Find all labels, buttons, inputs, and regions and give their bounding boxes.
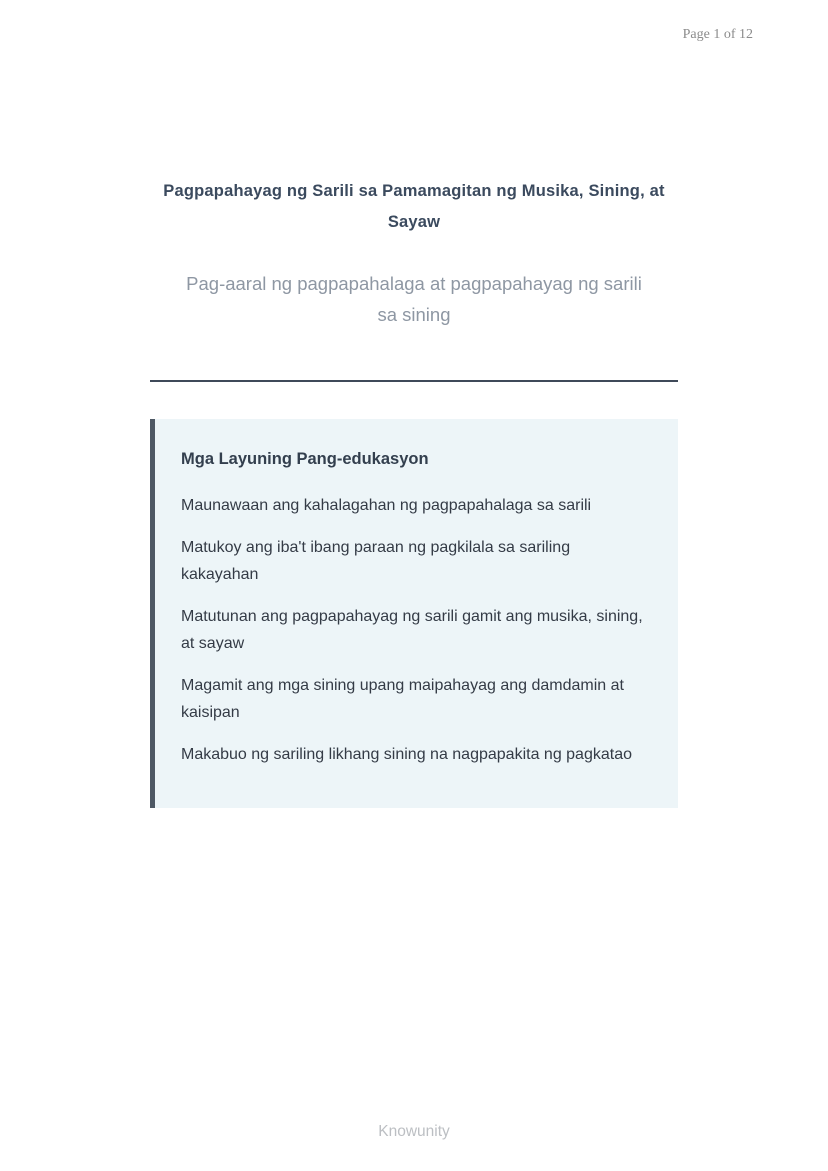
objective-item: Makabuo ng sariling likhang sining na nagpapakita ng pagkatao [181, 746, 632, 763]
document-content [150, 0, 678, 808]
objectives-list [181, 492, 648, 768]
document-subtitle: Pag-aaral ng pagpapahalaga at pagpapahayag ng sarili sa sining [186, 273, 642, 325]
footer-brand: Knowunity [378, 1123, 450, 1140]
objectives-box [150, 419, 678, 808]
objective-item: Matutunan ang pagpapahayag ng sarili gamit ang musika, sining, at sayaw [181, 608, 643, 652]
divider-line [150, 380, 678, 382]
document-title: Pagpapahayag ng Sarili sa Pamamagitan ng Musika, Sining, at Sayaw [163, 182, 665, 231]
page-number-indicator: Page 1 of 12 [682, 27, 753, 42]
objective-item: Magamit ang mga sining upang maipahayag ang damdamin at kaisipan [181, 677, 624, 721]
objective-item: Maunawaan ang kahalagahan ng pagpapahalaga sa sarili [181, 497, 592, 514]
objectives-heading: Mga Layuning Pang-edukasyon [181, 450, 429, 468]
objective-item: Matukoy ang iba't ibang paraan ng pagkilala sa sariling kakayahan [181, 539, 571, 583]
